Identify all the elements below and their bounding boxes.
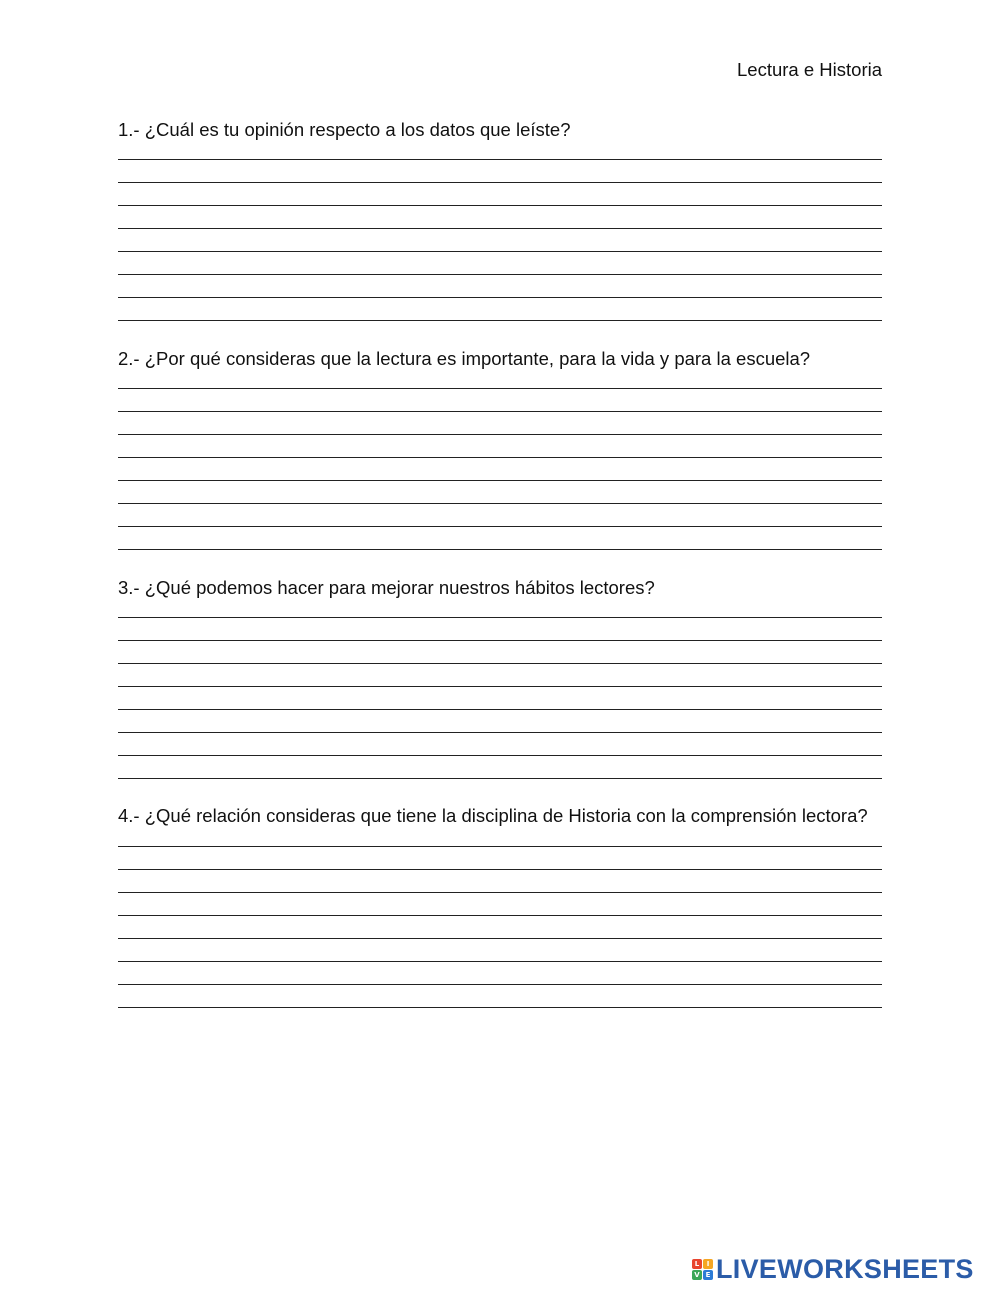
question-3-text: 3.- ¿Qué podemos hacer para mejorar nuestros hábitos lectores? (118, 577, 655, 598)
logo-block-4: E (703, 1270, 713, 1280)
answer-line[interactable] (118, 228, 882, 229)
answer-line[interactable] (118, 617, 882, 618)
answer-lines-3[interactable] (118, 599, 882, 780)
answer-line[interactable] (118, 686, 882, 687)
liveworksheets-logo (692, 1254, 974, 1284)
answer-line[interactable] (118, 434, 882, 435)
logo-block-1: L (692, 1259, 702, 1269)
question-1 (118, 118, 882, 322)
answer-line[interactable] (118, 297, 882, 298)
answer-lines-1[interactable] (118, 141, 882, 322)
logo-block-3: V (692, 1270, 702, 1280)
answer-line[interactable] (118, 846, 882, 847)
answer-lines-2[interactable] (118, 370, 882, 551)
logo-blocks-icon (692, 1259, 713, 1280)
answer-line[interactable] (118, 503, 882, 504)
answer-line[interactable] (118, 961, 882, 962)
answer-line[interactable] (118, 182, 882, 183)
answer-line[interactable] (118, 732, 882, 733)
answer-line[interactable] (118, 159, 882, 160)
answer-line[interactable] (118, 869, 882, 870)
question-3 (118, 576, 882, 780)
answer-line[interactable] (118, 1007, 882, 1008)
answer-line[interactable] (118, 755, 882, 756)
answer-line[interactable] (118, 915, 882, 916)
question-4 (118, 804, 882, 1009)
answer-line[interactable] (118, 251, 882, 252)
answer-line[interactable] (118, 320, 882, 321)
question-2 (118, 347, 882, 551)
answer-lines-4[interactable] (118, 827, 882, 1009)
answer-line[interactable] (118, 274, 882, 275)
answer-line[interactable] (118, 388, 882, 389)
answer-line[interactable] (118, 526, 882, 527)
answer-line[interactable] (118, 411, 882, 412)
answer-line[interactable] (118, 938, 882, 939)
question-4-text: 4.- ¿Qué relación consideras que tiene la disciplina de Historia con la comprensión lectora? (118, 805, 868, 826)
question-1-text: 1.- ¿Cuál es tu opinión respecto a los datos que leíste? (118, 119, 571, 140)
answer-line[interactable] (118, 549, 882, 550)
header-title: Lectura e Historia (737, 59, 882, 80)
question-2-text: 2.- ¿Por qué consideras que la lectura es importante, para la vida y para la escuela? (118, 348, 811, 369)
answer-line[interactable] (118, 663, 882, 664)
answer-line[interactable] (118, 709, 882, 710)
answer-line[interactable] (118, 892, 882, 893)
answer-line[interactable] (118, 480, 882, 481)
logo-block-2: I (703, 1259, 713, 1269)
answer-line[interactable] (118, 778, 882, 779)
answer-line[interactable] (118, 640, 882, 641)
answer-line[interactable] (118, 457, 882, 458)
answer-line[interactable] (118, 205, 882, 206)
answer-line[interactable] (118, 984, 882, 985)
logo-text: LIVEWORKSHEETS (716, 1254, 974, 1284)
